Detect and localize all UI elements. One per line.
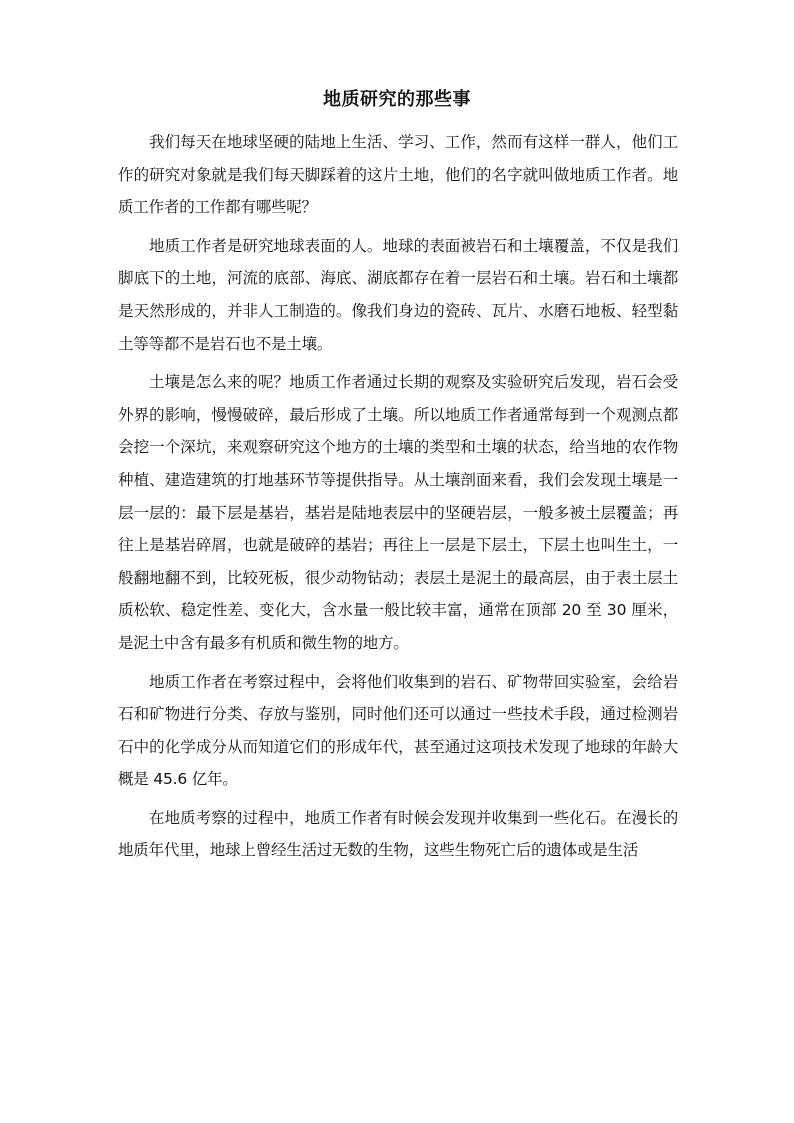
document-body [118,126,678,873]
paragraph-1: 我们每天在地球坚硬的陆地上生活、学习、工作，然而有这样一群人，他们工作的研究对象就是我们每天脚踩着的这片土地，他们的名字就叫做地质工作者。地质工作者的工作都有哪些呢？ [118,133,678,217]
paragraph-3: 土壤是怎么来的呢？地质工作者通过长期的观察及实验研究后发现，岩石会受外界的影响，慢慢破碎，最后形成了土壤。所以地质工作者通常每到一个观测点都会挖一个深坑，来观察研究这个地方的土壤的类型和土壤的状态，给当地的农作物种植、建造建筑的打地基环节等提供指导。从土壤剖面来看，我们会发现土壤是一层一层的：最下层是基岩，基岩是陆地表层中的坚硬岩层，一般多被土层覆盖；再往上是基岩碎屑，也就是破碎的基岩；再往上一层是下层土，下层土也叫生土，一般翻地翻不到，比较死板，很少动物钻动；表层土是泥土的最高层，由于表土层土质松软、稳定性差、变化大，含水量一般比较丰富，通常在顶部 20 至 30 厘米，是泥土中含有最多有机质和微生物的地方。 [118,373,678,652]
paragraph-5: 在地质考察的过程中，地质工作者有时候会发现并收集到一些化石。在漫长的地质年代里，地球上曾经生活过无数的生物，这些生物死亡后的遗体或是生活 [118,808,678,860]
paragraph-2: 地质工作者是研究地球表面的人。地球的表面被岩石和土壤覆盖，不仅是我们脚底下的土地，河流的底部、海底、湖底都存在着一层岩石和土壤。岩石和土壤都是天然形成的，并非人工制造的。像我们身边的瓷砖、瓦片、水磨石地板、轻型黏土等等都不是岩石也不是土壤。 [118,236,678,353]
paragraph-4: 地质工作者在考察过程中，会将他们收集到的岩石、矿物带回实验室，会给岩石和矿物进行分类、存放与鉴别，同时他们还可以通过一些技术手段，通过检测岩石中的化学成分从而知道它们的形成年代，甚至通过这项技术发现了地球的年龄大概是 45.6 亿年。 [118,672,678,789]
document-title: 地质研究的那些事 [323,89,471,110]
